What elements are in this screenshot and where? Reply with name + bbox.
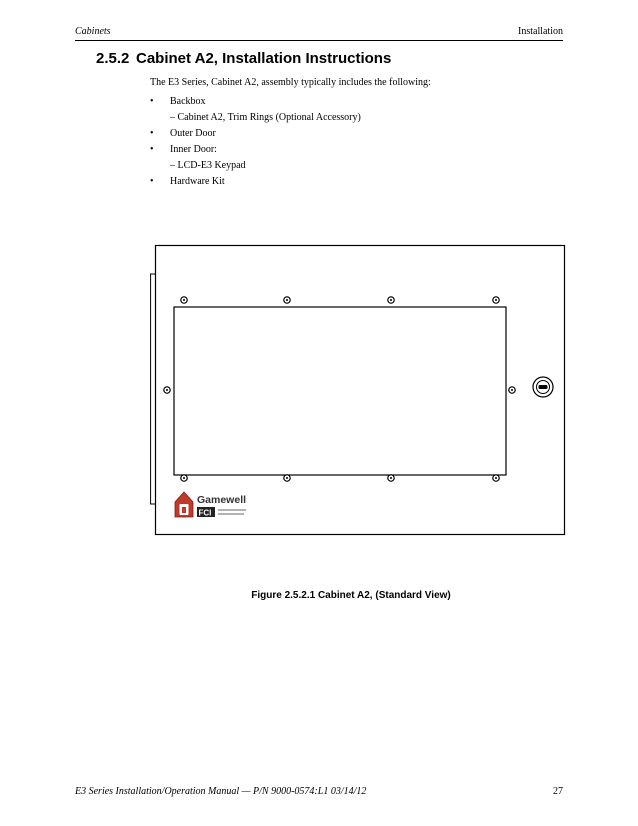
list-item-text: – Cabinet A2, Trim Rings (Optional Accessory): [170, 112, 361, 123]
running-header-chapter: Cabinets: [75, 26, 111, 37]
logo-brand-text: Gamewell: [197, 494, 247, 506]
figure-caption: [0, 590, 638, 601]
list-item-text: Inner Door:: [170, 144, 217, 155]
section-number: 2.5.2: [96, 50, 130, 67]
list-item-text: Hardware Kit: [170, 176, 225, 187]
viewing-window: [174, 307, 506, 475]
screw-icon: [181, 475, 187, 481]
screw-icon: [509, 387, 515, 393]
intro-paragraph: The E3 Series, Cabinet A2, assembly typically includes the following:: [150, 77, 431, 88]
bullet: •: [150, 128, 154, 139]
figure-caption-text: Figure 2.5.2.1 Cabinet A2, (Standard View): [251, 590, 451, 601]
bullet: •: [150, 144, 154, 155]
cabinet-a2-drawing: [150, 244, 566, 536]
screw-icon: [493, 475, 499, 481]
section-title: [96, 50, 391, 67]
list-item: [150, 176, 361, 192]
section-title-text: Cabinet A2, Installation Instructions: [136, 50, 392, 67]
screw-icon: [284, 297, 290, 303]
screw-icon: [284, 475, 290, 481]
list-item-text: – LCD-E3 Keypad: [170, 160, 246, 171]
header-rule: [75, 40, 563, 41]
screw-icon: [493, 297, 499, 303]
screw-icon: [388, 297, 394, 303]
key-lock-icon: [533, 377, 553, 397]
contents-list: [150, 96, 361, 192]
running-header-section: Installation: [518, 26, 563, 37]
list-item-text: Backbox: [170, 96, 206, 107]
list-item-text: Outer Door: [170, 128, 216, 139]
logo-mark-text: FCI: [198, 508, 212, 518]
screw-icon: [181, 297, 187, 303]
list-item: [150, 128, 361, 144]
list-subitem: [150, 112, 361, 128]
screw-icon: [388, 475, 394, 481]
list-item: [150, 144, 361, 160]
hinge-strip: [151, 274, 156, 504]
page-number: 27: [553, 786, 563, 797]
list-item: [150, 96, 361, 112]
gamewell-fci-logo: [175, 492, 248, 518]
bullet: •: [150, 176, 154, 187]
footer-document-id: E3 Series Installation/Operation Manual — P/N 9000-0574:L1 03/14/12: [75, 786, 367, 797]
bullet: •: [150, 96, 154, 107]
list-subitem: [150, 160, 361, 176]
screw-icon: [164, 387, 170, 393]
